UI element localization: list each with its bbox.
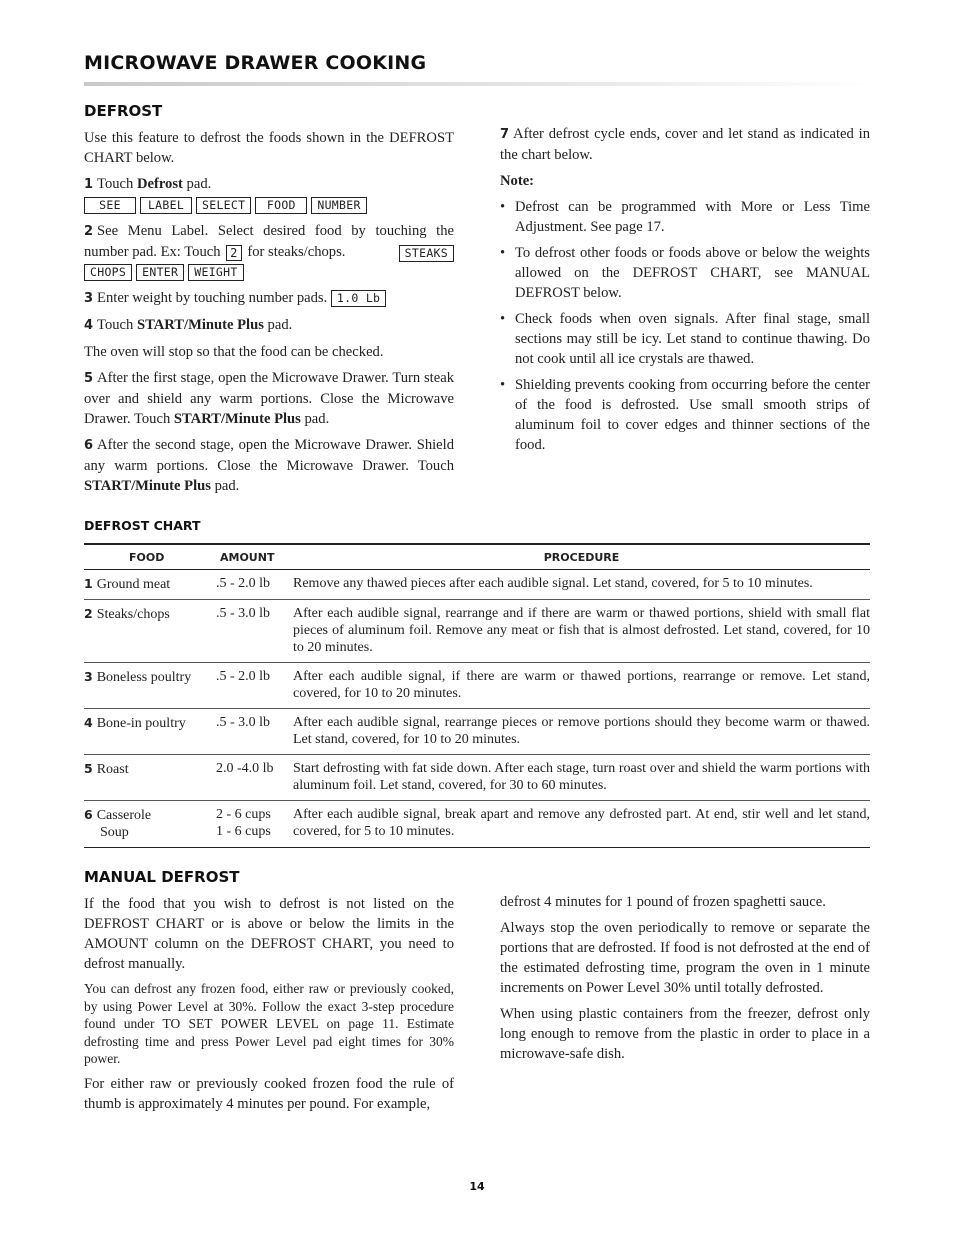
column-header-amount: AMOUNT [216, 544, 293, 570]
display-key: WEIGHT [188, 264, 243, 281]
table-row [84, 570, 870, 600]
row-number: 4 [84, 715, 93, 730]
food-name: Soup [100, 825, 129, 840]
table-header-row [84, 544, 870, 570]
amount-cell [216, 801, 293, 848]
row-number: 3 [84, 669, 93, 684]
defrost-heading: DEFROST [84, 102, 163, 120]
display-key: STEAKS [399, 245, 454, 262]
amount-cell [216, 600, 293, 663]
step-7: 7 After defrost cycle ends, cover and let stand as indicated in the chart below. [500, 126, 870, 163]
manual-right-column [500, 892, 870, 1070]
manual-paragraph: When using plastic containers from the freezer, defrost only long enough to remove from the plastic in order to place in a microwave-safe dish. [500, 1006, 870, 1062]
notes-list [500, 197, 870, 455]
step-2-keypad-display [84, 262, 454, 282]
note-label: Note: [500, 173, 535, 189]
amount-cell [216, 755, 293, 801]
procedure-cell: Remove any thawed pieces after each audible signal. Let stand, covered, for 5 to 10 minutes. [293, 570, 870, 600]
oven-stop-text: The oven will stop so that the food can be checked. [84, 344, 384, 360]
defrost-chart-table [84, 543, 870, 848]
step-number: 4 [84, 318, 94, 333]
amount-value: 2.0 -4.0 lb [216, 761, 274, 776]
food-name: Boneless poultry [96, 670, 192, 685]
display-key: 1.0 Lb [331, 290, 386, 307]
manual-paragraph: For either raw or previously cooked frozen food the rule of thumb is approximately 4 minutes per pound. For example, [84, 1075, 454, 1112]
procedure-cell: Start defrosting with fat side down. After each stage, turn roast over and shield the warm portions with aluminum foil. Let stand, covered, for 30 to 60 minutes. [293, 755, 870, 801]
step-3: 3 Enter weight by touching number pads. 1.0 Lb [84, 288, 454, 309]
step-number: 6 [84, 438, 94, 453]
defrost-right-column [500, 124, 870, 461]
manual-paragraph: defrost 4 minutes for 1 pound of frozen spaghetti sauce. [500, 894, 826, 910]
defrost-left-column [84, 128, 454, 502]
step-number: 7 [500, 127, 510, 142]
row-number: 2 [84, 606, 93, 621]
amount-cell [216, 709, 293, 755]
table-row [84, 600, 870, 663]
food-name: Ground meat [96, 577, 171, 592]
food-cell [84, 709, 216, 755]
amount-cell [216, 570, 293, 600]
food-name: Casserole [96, 808, 152, 823]
display-key: ENTER [136, 264, 184, 281]
amount-value: .5 - 2.0 lb [216, 576, 271, 591]
note-item: • Shielding prevents cooking from occurring before the center of the food is defrosted. Use small smooth strips of aluminum foil to cover edges and thinner sections of the food. [500, 375, 870, 455]
step-number: 5 [84, 371, 94, 386]
food-cell [84, 755, 216, 801]
procedure-cell: After each audible signal, if there are warm or thawed portions, rearrange or remove. Let stand, covered, for 10 to 20 minutes. [293, 663, 870, 709]
step-5: 5 After the first stage, open the Microwave Drawer. Turn steak over and shield any warm portions. Close the Microwave Drawer. Touch START/Minute Plus pad. [84, 370, 454, 427]
table-row [84, 801, 870, 848]
note-item: • To defrost other foods or foods above or below the weights allowed on the DEFROST CHART, see MANUAL DEFROST below. [500, 243, 870, 303]
row-number: 1 [84, 576, 93, 591]
amount-value: .5 - 2.0 lb [216, 669, 271, 684]
number-pad-key: 2 [226, 245, 242, 261]
food-cell [84, 801, 216, 848]
food-name: Steaks/chops [96, 607, 170, 622]
step-6: 6 After the second stage, open the Microwave Drawer. Shield any warm portions. Close the Microwave Drawer. Touch START/Minute Plus pad. [84, 437, 454, 494]
food-name: Bone-in poultry [96, 716, 186, 731]
column-header-procedure: PROCEDURE [293, 544, 870, 570]
step-1: 1 Touch Defrost pad. [84, 176, 212, 192]
food-cell [84, 663, 216, 709]
amount-value: .5 - 3.0 lb [216, 606, 271, 621]
food-cell [84, 600, 216, 663]
display-key: FOOD [255, 197, 307, 214]
display-key: SEE [84, 197, 136, 214]
display-key: LABEL [140, 197, 192, 214]
food-cell [84, 570, 216, 600]
note-item: • Check foods when oven signals. After final stage, small sections may still be icy. Let stand to continue thawing. Do not cook until all ice crystals are thawed. [500, 309, 870, 369]
manual-defrost-heading: MANUAL DEFROST [84, 868, 240, 886]
table-row [84, 663, 870, 709]
title-rule [84, 82, 870, 86]
manual-paragraph: You can defrost any frozen food, either raw or previously cooked, by using Power Level at 30%. Follow the exact 3-step procedure found under TO SET POWER LEVEL on page 11. Estimate defrosting time and press Power Level pad eight times for 30% power. [84, 981, 454, 1066]
step-number: 2 [84, 224, 94, 239]
display-key: NUMBER [311, 197, 366, 214]
page-title: MICROWAVE DRAWER COOKING [84, 52, 427, 74]
amount-value: 2 - 6 cups [216, 807, 271, 822]
note-item: • Defrost can be programmed with More or Less Time Adjustment. See page 17. [500, 197, 870, 237]
manual-paragraph: Always stop the oven periodically to remove or separate the portions that are defrosted. If food is not defrosted at the end of the estimated defrosting time, program the oven in 1 minute increments on Power Level 30% until totally defrosted. [500, 920, 871, 996]
table-row [84, 709, 870, 755]
manual-left-column [84, 894, 454, 1120]
amount-cell [216, 663, 293, 709]
procedure-cell: After each audible signal, break apart and remove any defrosted part. At end, stir well and let stand, covered, for 5 to 10 minutes. [293, 801, 870, 848]
step-4: 4 Touch START/Minute Plus pad. [84, 317, 293, 333]
row-number: 6 [84, 807, 93, 822]
defrost-intro: Use this feature to defrost the foods shown in the DEFROST CHART below. [84, 130, 454, 166]
food-name: Roast [96, 762, 129, 777]
column-header-food: FOOD [84, 544, 216, 570]
step-1-keypad-display [84, 195, 454, 215]
step-number: 1 [84, 177, 94, 192]
step-number: 3 [84, 291, 94, 306]
chart-title: DEFROST CHART [84, 518, 201, 533]
manual-paragraph: If the food that you wish to defrost is not listed on the DEFROST CHART or is above or below the limits in the AMOUNT column on the DEFROST CHART, you need to defrost manually. [84, 896, 454, 972]
amount-value: .5 - 3.0 lb [216, 715, 271, 730]
table-row [84, 755, 870, 801]
display-key: SELECT [196, 197, 251, 214]
page-number: 14 [469, 1180, 485, 1193]
row-number: 5 [84, 761, 93, 776]
step-2: 2 See Menu Label. Select desired food by touching the number pad. Ex: Touch 2 for steaks/chops. STEAKS [84, 223, 454, 260]
procedure-cell: After each audible signal, rearrange pieces or remove portions should they become warm or thawed. Let stand, covered, for 10 to 20 minutes. [293, 709, 870, 755]
amount-value: 1 - 6 cups [216, 824, 271, 839]
display-key: CHOPS [84, 264, 132, 281]
procedure-cell: After each audible signal, rearrange and if there are warm or thawed portions, shield with small flat pieces of aluminum foil. Remove any meat or fish that is almost defrosted. Let stand, covered, for 10 to 20 minutes. [293, 600, 870, 663]
